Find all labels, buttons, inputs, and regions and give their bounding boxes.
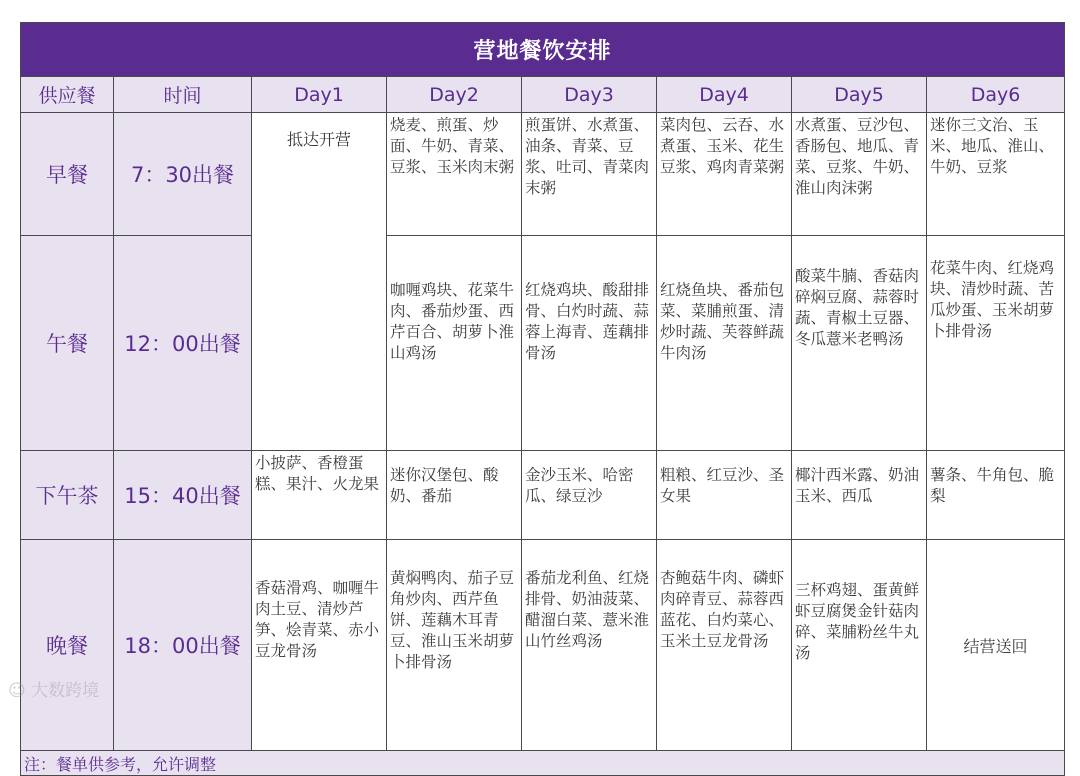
menu-cell-day3: 红烧鸡块、酸甜排骨、白灼时蔬、蒜蓉上海青、莲藕排骨汤 [522, 236, 657, 451]
menu-cell-day4: 菜肉包、云吞、水煮蛋、玉米、花生豆浆、鸡肉青菜粥 [657, 113, 792, 236]
table-row-lunch [21, 236, 1065, 451]
menu-cell-day2: 咖喱鸡块、花菜牛肉、番茄炒蛋、西芹百合、胡萝卜淮山鸡汤 [387, 236, 522, 451]
meal-time: 18：00出餐 [114, 540, 252, 751]
menu-cell-day4: 杏鲍菇牛肉、磷虾肉碎青豆、蒜蓉西蓝花、白灼菜心、玉米土豆龙骨汤 [657, 540, 792, 751]
menu-cell-day6: 花菜牛肉、红烧鸡块、清炒时蔬、苦瓜炒蛋、玉米胡萝卜排骨汤 [927, 236, 1065, 451]
menu-cell-day1: 抵达开营 [252, 113, 387, 451]
header-time: 时间 [114, 77, 252, 113]
header-row [21, 77, 1065, 113]
menu-cell-day6: 结营送回 [927, 540, 1065, 751]
menu-cell-day3: 金沙玉米、哈密瓜、绿豆沙 [522, 451, 657, 540]
menu-cell-day5: 酸菜牛腩、香菇肉碎焖豆腐、蒜蓉时蔬、青椒土豆器、冬瓜薏米老鸭汤 [792, 236, 927, 451]
header-day1: Day1 [252, 77, 387, 113]
table-row-dinner [21, 540, 1065, 751]
menu-cell-day5: 三杯鸡翅、蛋黄鲜虾豆腐煲金针菇肉碎、菜脯粉丝牛丸汤 [792, 540, 927, 751]
title-row [21, 23, 1065, 77]
menu-cell-day2: 迷你汉堡包、酸奶、番茄 [387, 451, 522, 540]
menu-cell-day2: 烧麦、煎蛋、炒面、牛奶、青菜、豆浆、玉米肉末粥 [387, 113, 522, 236]
menu-cell-day1: 香菇滑鸡、咖喱牛肉土豆、清炒芦笋、烩青菜、赤小豆龙骨汤 [252, 540, 387, 751]
menu-cell-day3: 番茄龙利鱼、红烧排骨、奶油菠菜、醋溜白菜、薏米淮山竹丝鸡汤 [522, 540, 657, 751]
meal-time: 12：00出餐 [114, 236, 252, 451]
note-row [21, 751, 1065, 776]
table-row-breakfast [21, 113, 1065, 236]
menu-cell-day4: 粗粮、红豆沙、圣女果 [657, 451, 792, 540]
table-title: 营地餐饮安排 [21, 23, 1065, 77]
watermark-text: 大数跨境 [31, 681, 100, 701]
menu-cell-day5: 水煮蛋、豆沙包、香肠包、地瓜、青菜、豆浆、牛奶、淮山肉沫粥 [792, 113, 927, 236]
meal-label: 晚餐 [21, 540, 114, 751]
watermark-logo [8, 676, 99, 701]
meal-time: 15：40出餐 [114, 451, 252, 540]
menu-cell-day4: 红烧鱼块、番茄包菜、菜脯煎蛋、清炒时蔬、芙蓉鲜蔬牛肉汤 [657, 236, 792, 451]
meal-label: 午餐 [21, 236, 114, 451]
meal-schedule-table [20, 22, 1065, 776]
meal-time: 7：30出餐 [114, 113, 252, 236]
meal-label: 下午茶 [21, 451, 114, 540]
header-meal: 供应餐 [21, 77, 114, 113]
header-day6: Day6 [927, 77, 1065, 113]
watermark-icon: ☺ [8, 681, 26, 701]
menu-cell-day5: 椰汁西米露、奶油玉米、西瓜 [792, 451, 927, 540]
header-day4: Day4 [657, 77, 792, 113]
menu-cell-day6: 薯条、牛角包、脆梨 [927, 451, 1065, 540]
menu-cell-day1: 小披萨、香橙蛋糕、果汁、火龙果 [252, 451, 387, 540]
footnote: 注：餐单供参考，允许调整 [21, 751, 1065, 776]
menu-cell-day6: 迷你三文治、玉米、地瓜、淮山、牛奶、豆浆 [927, 113, 1065, 236]
header-day2: Day2 [387, 77, 522, 113]
header-day5: Day5 [792, 77, 927, 113]
header-day3: Day3 [522, 77, 657, 113]
menu-cell-day3: 煎蛋饼、水煮蛋、油条、青菜、豆浆、吐司、青菜肉末粥 [522, 113, 657, 236]
menu-cell-day2: 黄焖鸭肉、茄子豆角炒肉、西芹鱼饼、莲藕木耳青豆、淮山玉米胡萝卜排骨汤 [387, 540, 522, 751]
table-row-afternoon-tea [21, 451, 1065, 540]
meal-label: 早餐 [21, 113, 114, 236]
